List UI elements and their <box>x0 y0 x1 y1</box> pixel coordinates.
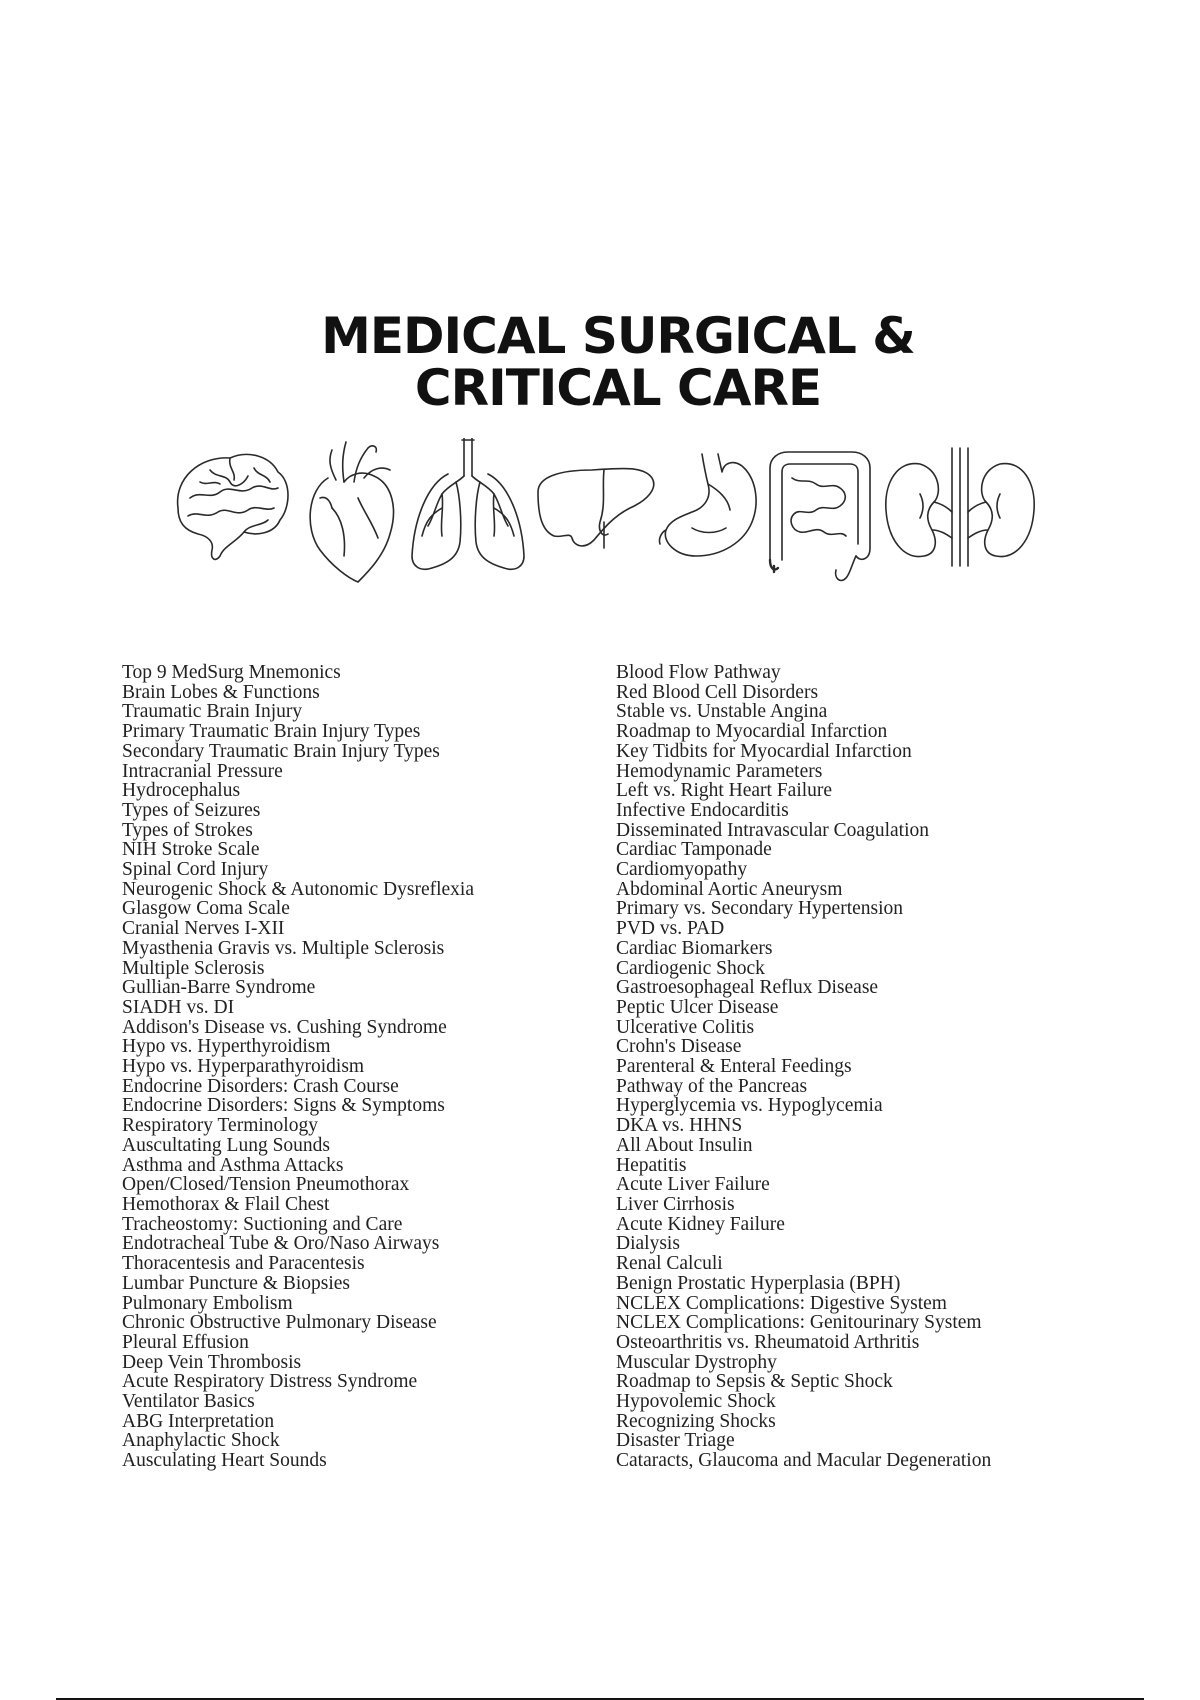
list-item: Endocrine Disorders: Crash Course <box>122 1075 399 1097</box>
title-line-1: MEDICAL SURGICAL & <box>321 307 915 365</box>
list-item: Cardiogenic Shock <box>616 957 765 979</box>
list-item: Disaster Triage <box>616 1430 735 1452</box>
list-item: ABG Interpretation <box>122 1410 275 1432</box>
list-item: Open/Closed/Tension Pneumothorax <box>122 1174 410 1196</box>
list-item: Primary vs. Secondary Hypertension <box>616 898 904 920</box>
topic-list-left <box>122 663 474 1471</box>
list-item: Ausculating Heart Sounds <box>122 1450 327 1472</box>
list-item: Auscultating Lung Sounds <box>122 1134 330 1156</box>
list-item: Respiratory Terminology <box>122 1115 318 1137</box>
list-item: Cardiac Biomarkers <box>616 937 773 959</box>
list-item: Osteoarthritis vs. Rheumatoid Arthritis <box>616 1331 920 1353</box>
list-item: Ulcerative Colitis <box>616 1016 755 1038</box>
list-item: Chronic Obstructive Pulmonary Disease <box>122 1312 437 1334</box>
lungs-icon <box>412 438 524 569</box>
kidneys-icon <box>886 448 1034 566</box>
list-item: Pulmonary Embolism <box>122 1292 293 1314</box>
list-item: Gastroesophageal Reflux Disease <box>616 977 879 999</box>
list-item: Blood Flow Pathway <box>616 662 781 683</box>
list-item: Infective Endocarditis <box>616 799 789 821</box>
list-item: Hydrocephalus <box>122 780 241 802</box>
list-item: Hyperglycemia vs. Hypoglycemia <box>616 1095 883 1117</box>
list-item: Secondary Traumatic Brain Injury Types <box>122 740 440 762</box>
list-item: Peptic Ulcer Disease <box>616 996 779 1018</box>
list-item: Addison's Disease vs. Cushing Syndrome <box>122 1016 447 1038</box>
list-item: Spinal Cord Injury <box>122 859 269 881</box>
list-item: Pleural Effusion <box>122 1331 249 1353</box>
list-item: Hemothorax & Flail Chest <box>122 1193 330 1215</box>
list-item: Glasgow Coma Scale <box>122 898 290 920</box>
list-item: NCLEX Complications: Digestive System <box>616 1292 947 1314</box>
list-item: Hypovolemic Shock <box>616 1391 776 1413</box>
list-item: Lumbar Puncture & Biopsies <box>122 1272 351 1294</box>
list-item: Hepatitis <box>616 1154 687 1176</box>
list-item: Stable vs. Unstable Angina <box>616 701 828 723</box>
list-item: Renal Calculi <box>616 1253 723 1275</box>
heart-icon <box>310 442 393 582</box>
list-item: Acute Kidney Failure <box>616 1213 785 1235</box>
list-item: Parenteral & Enteral Feedings <box>616 1056 852 1078</box>
list-item: Types of Strokes <box>122 819 253 841</box>
list-item: Gullian-Barre Syndrome <box>122 977 316 999</box>
list-item: Hypo vs. Hyperparathyroidism <box>122 1056 365 1078</box>
brain-icon <box>178 454 288 559</box>
list-item: Endocrine Disorders: Signs & Symptoms <box>122 1095 445 1117</box>
list-item: Abdominal Aortic Aneurysm <box>616 878 843 900</box>
list-item: Pathway of the Pancreas <box>616 1075 808 1097</box>
list-item: Deep Vein Thrombosis <box>122 1351 302 1373</box>
page-title <box>0 307 1200 417</box>
list-item: Acute Liver Failure <box>616 1174 770 1196</box>
list-item: Neurogenic Shock & Autonomic Dysreflexia <box>122 878 474 900</box>
list-item: Asthma and Asthma Attacks <box>122 1154 344 1176</box>
list-item: Brain Lobes & Functions <box>122 681 320 703</box>
list-item: Hemodynamic Parameters <box>616 760 823 782</box>
list-item: Dialysis <box>616 1233 680 1255</box>
title-line-2: CRITICAL CARE <box>414 359 822 417</box>
list-item: Anaphylactic Shock <box>122 1430 280 1452</box>
list-item: Roadmap to Sepsis & Septic Shock <box>616 1371 893 1393</box>
list-item: Acute Respiratory Distress Syndrome <box>122 1371 418 1393</box>
list-item: Multiple Sclerosis <box>122 957 265 979</box>
list-item: Liver Cirrhosis <box>616 1193 735 1215</box>
list-item: Left vs. Right Heart Failure <box>616 780 833 802</box>
list-item: Traumatic Brain Injury <box>122 701 303 723</box>
list-item: Recognizing Shocks <box>616 1410 776 1432</box>
list-item: Endotracheal Tube & Oro/Naso Airways <box>122 1233 440 1255</box>
intestines-icon <box>770 452 870 580</box>
list-item: Cardiomyopathy <box>616 859 748 881</box>
list-item: Ventilator Basics <box>122 1391 255 1413</box>
topic-list-right <box>616 663 991 1471</box>
list-item: All About Insulin <box>616 1134 753 1156</box>
list-item: Cranial Nerves I-XII <box>122 918 285 940</box>
list-item: Benign Prostatic Hyperplasia (BPH) <box>616 1272 901 1294</box>
list-item: SIADH vs. DI <box>122 996 235 1018</box>
list-item: Key Tidbits for Myocardial Infarction <box>616 740 912 762</box>
liver-icon <box>538 468 654 548</box>
list-item: Top 9 MedSurg Mnemonics <box>122 662 341 683</box>
list-item: PVD vs. PAD <box>616 918 725 940</box>
list-item: Disseminated Intravascular Coagulation <box>616 819 929 841</box>
list-item: Tracheostomy: Suctioning and Care <box>122 1213 403 1235</box>
list-item: Types of Seizures <box>122 799 261 821</box>
list-item: Roadmap to Myocardial Infarction <box>616 721 888 743</box>
list-item: DKA vs. HHNS <box>616 1115 743 1137</box>
list-item: Myasthenia Gravis vs. Multiple Sclerosis <box>122 937 445 959</box>
list-item: Intracranial Pressure <box>122 760 283 782</box>
list-item: Red Blood Cell Disorders <box>616 681 819 703</box>
list-item: Hypo vs. Hyperthyroidism <box>122 1036 331 1058</box>
list-item: Thoracentesis and Paracentesis <box>122 1253 365 1275</box>
list-item: Primary Traumatic Brain Injury Types <box>122 721 421 743</box>
list-item: Cataracts, Glaucoma and Macular Degeneration <box>616 1450 992 1472</box>
list-item: Crohn's Disease <box>616 1036 742 1058</box>
list-item: NCLEX Complications: Genitourinary System <box>616 1312 982 1334</box>
organ-illustration <box>170 438 1060 588</box>
stomach-icon <box>659 454 756 556</box>
list-item: Cardiac Tamponade <box>616 839 772 861</box>
list-item: Muscular Dystrophy <box>616 1351 777 1373</box>
list-item: NIH Stroke Scale <box>122 839 260 861</box>
